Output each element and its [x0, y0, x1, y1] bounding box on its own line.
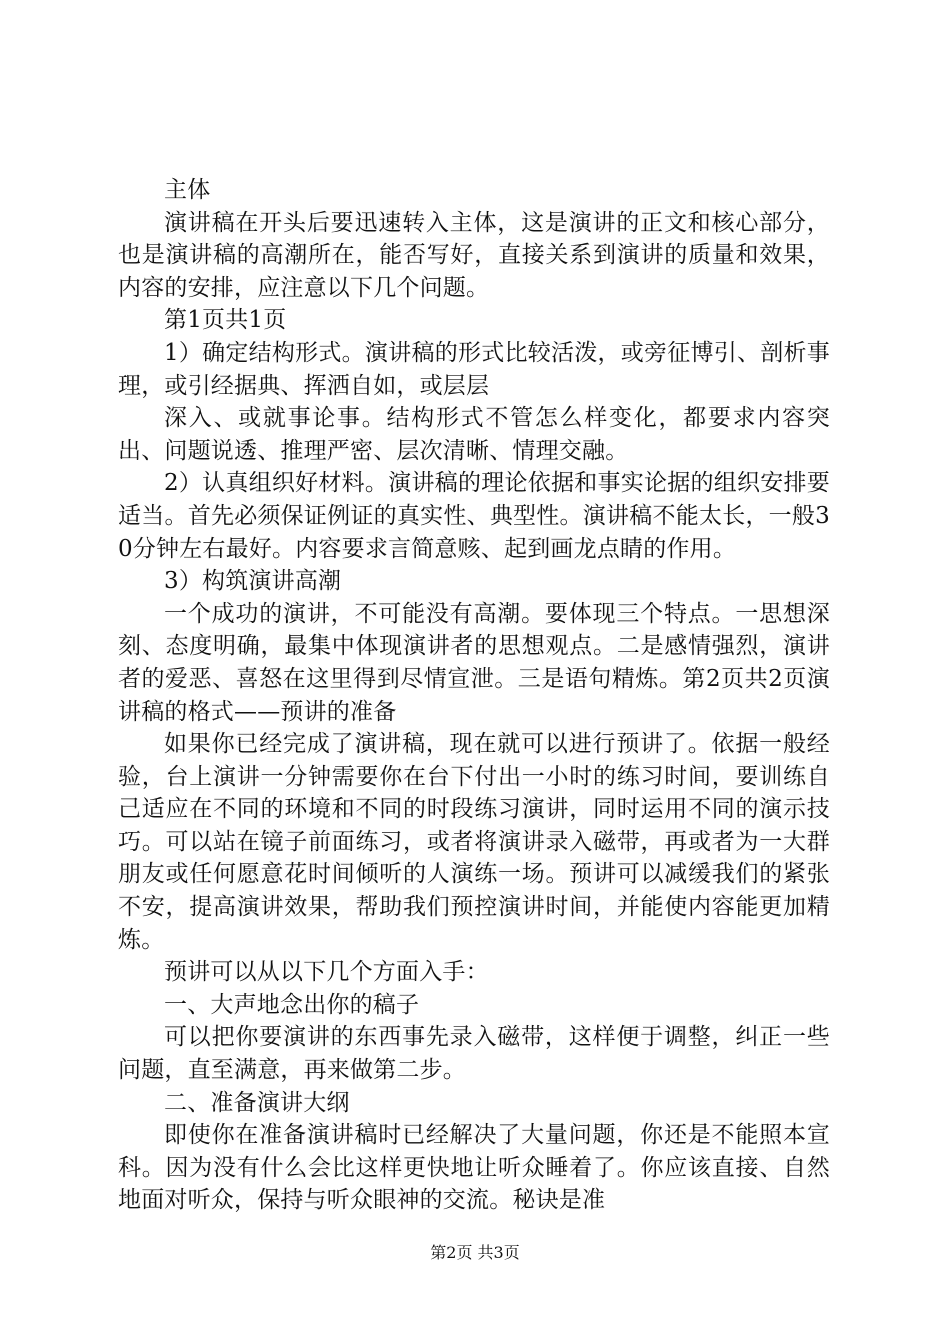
- paragraph: 即使你在准备演讲稿时已经解决了大量问题，你还是不能照本宣科。因为没有什么会比这样更快地让听众睡着了。你应该直接、自然地面对听众，保持与听众眼神的交流。秘诀是准: [118, 1122, 830, 1214]
- paragraph: 预讲可以从以下几个方面入手：: [164, 959, 489, 986]
- inline-page-marker: 第1页共1页: [164, 307, 287, 334]
- section-heading-1: 一、大声地念出你的稿子: [164, 991, 420, 1018]
- paragraph: 如果你已经完成了演讲稿，现在就可以进行预讲了。依据一般经验，台上演讲一分钟需要你在台下付出一小时的练习时间，要训练自己适应在不同的环境和不同的时段练习演讲，同时运用不同的演示技巧。可以站在镜子前面练习，或者将演讲录入磁带，再或者为一大群朋友或任何愿意花时间倾听的人演练一场。预讲可以减缓我们的紧张不安，提高演讲效果，帮助我们预控演讲时间，并能使内容能更加精炼。: [118, 731, 830, 953]
- paragraph-point-2: 2）认真组织好材料。演讲稿的理论依据和事实论据的组织安排要适当。首先必须保证例证的真实性、典型性。演讲稿不能太长，一般30分钟左右最好。内容要求言简意赅、起到画龙点睛的作用。: [118, 470, 830, 562]
- paragraph: 可以把你要演讲的东西事先录入磁带，这样便于调整，纠正一些问题，直至满意，再来做第二步。: [118, 1024, 830, 1084]
- paragraph-heading-main-body: 主体: [164, 177, 211, 203]
- paragraph: 一个成功的演讲，不可能没有高潮。要体现三个特点。一思想深刻、态度明确，最集中体现演讲者的思想观点。二是感情强烈，演讲者的爱恶、喜怒在这里得到尽情宣泄。三是语句精炼。第2页共2页演讲稿的格式——预讲的准备: [118, 600, 830, 725]
- section-heading-2: 二、准备演讲大纲: [164, 1089, 350, 1116]
- page-footer: 第2页 共3页: [430, 1243, 520, 1262]
- paragraph: 演讲稿在开头后要迅速转入主体，这是演讲的正文和核心部分，也是演讲稿的高潮所在，能否写好，直接关系到演讲的质量和效果，内容的安排，应注意以下几个问题。: [118, 209, 830, 301]
- document-body: [118, 174, 830, 1217]
- paragraph: 深入、或就事论事。结构形式不管怎么样变化，都要求内容突出、问题说透、推理严密、层次清晰、情理交融。: [118, 405, 830, 464]
- paragraph-point-3: 3）构筑演讲高潮: [164, 568, 342, 595]
- paragraph-point-1: 1）确定结构形式。演讲稿的形式比较活泼，或旁征博引、剖析事理，或引经据典、挥洒自如，或层层: [118, 339, 830, 399]
